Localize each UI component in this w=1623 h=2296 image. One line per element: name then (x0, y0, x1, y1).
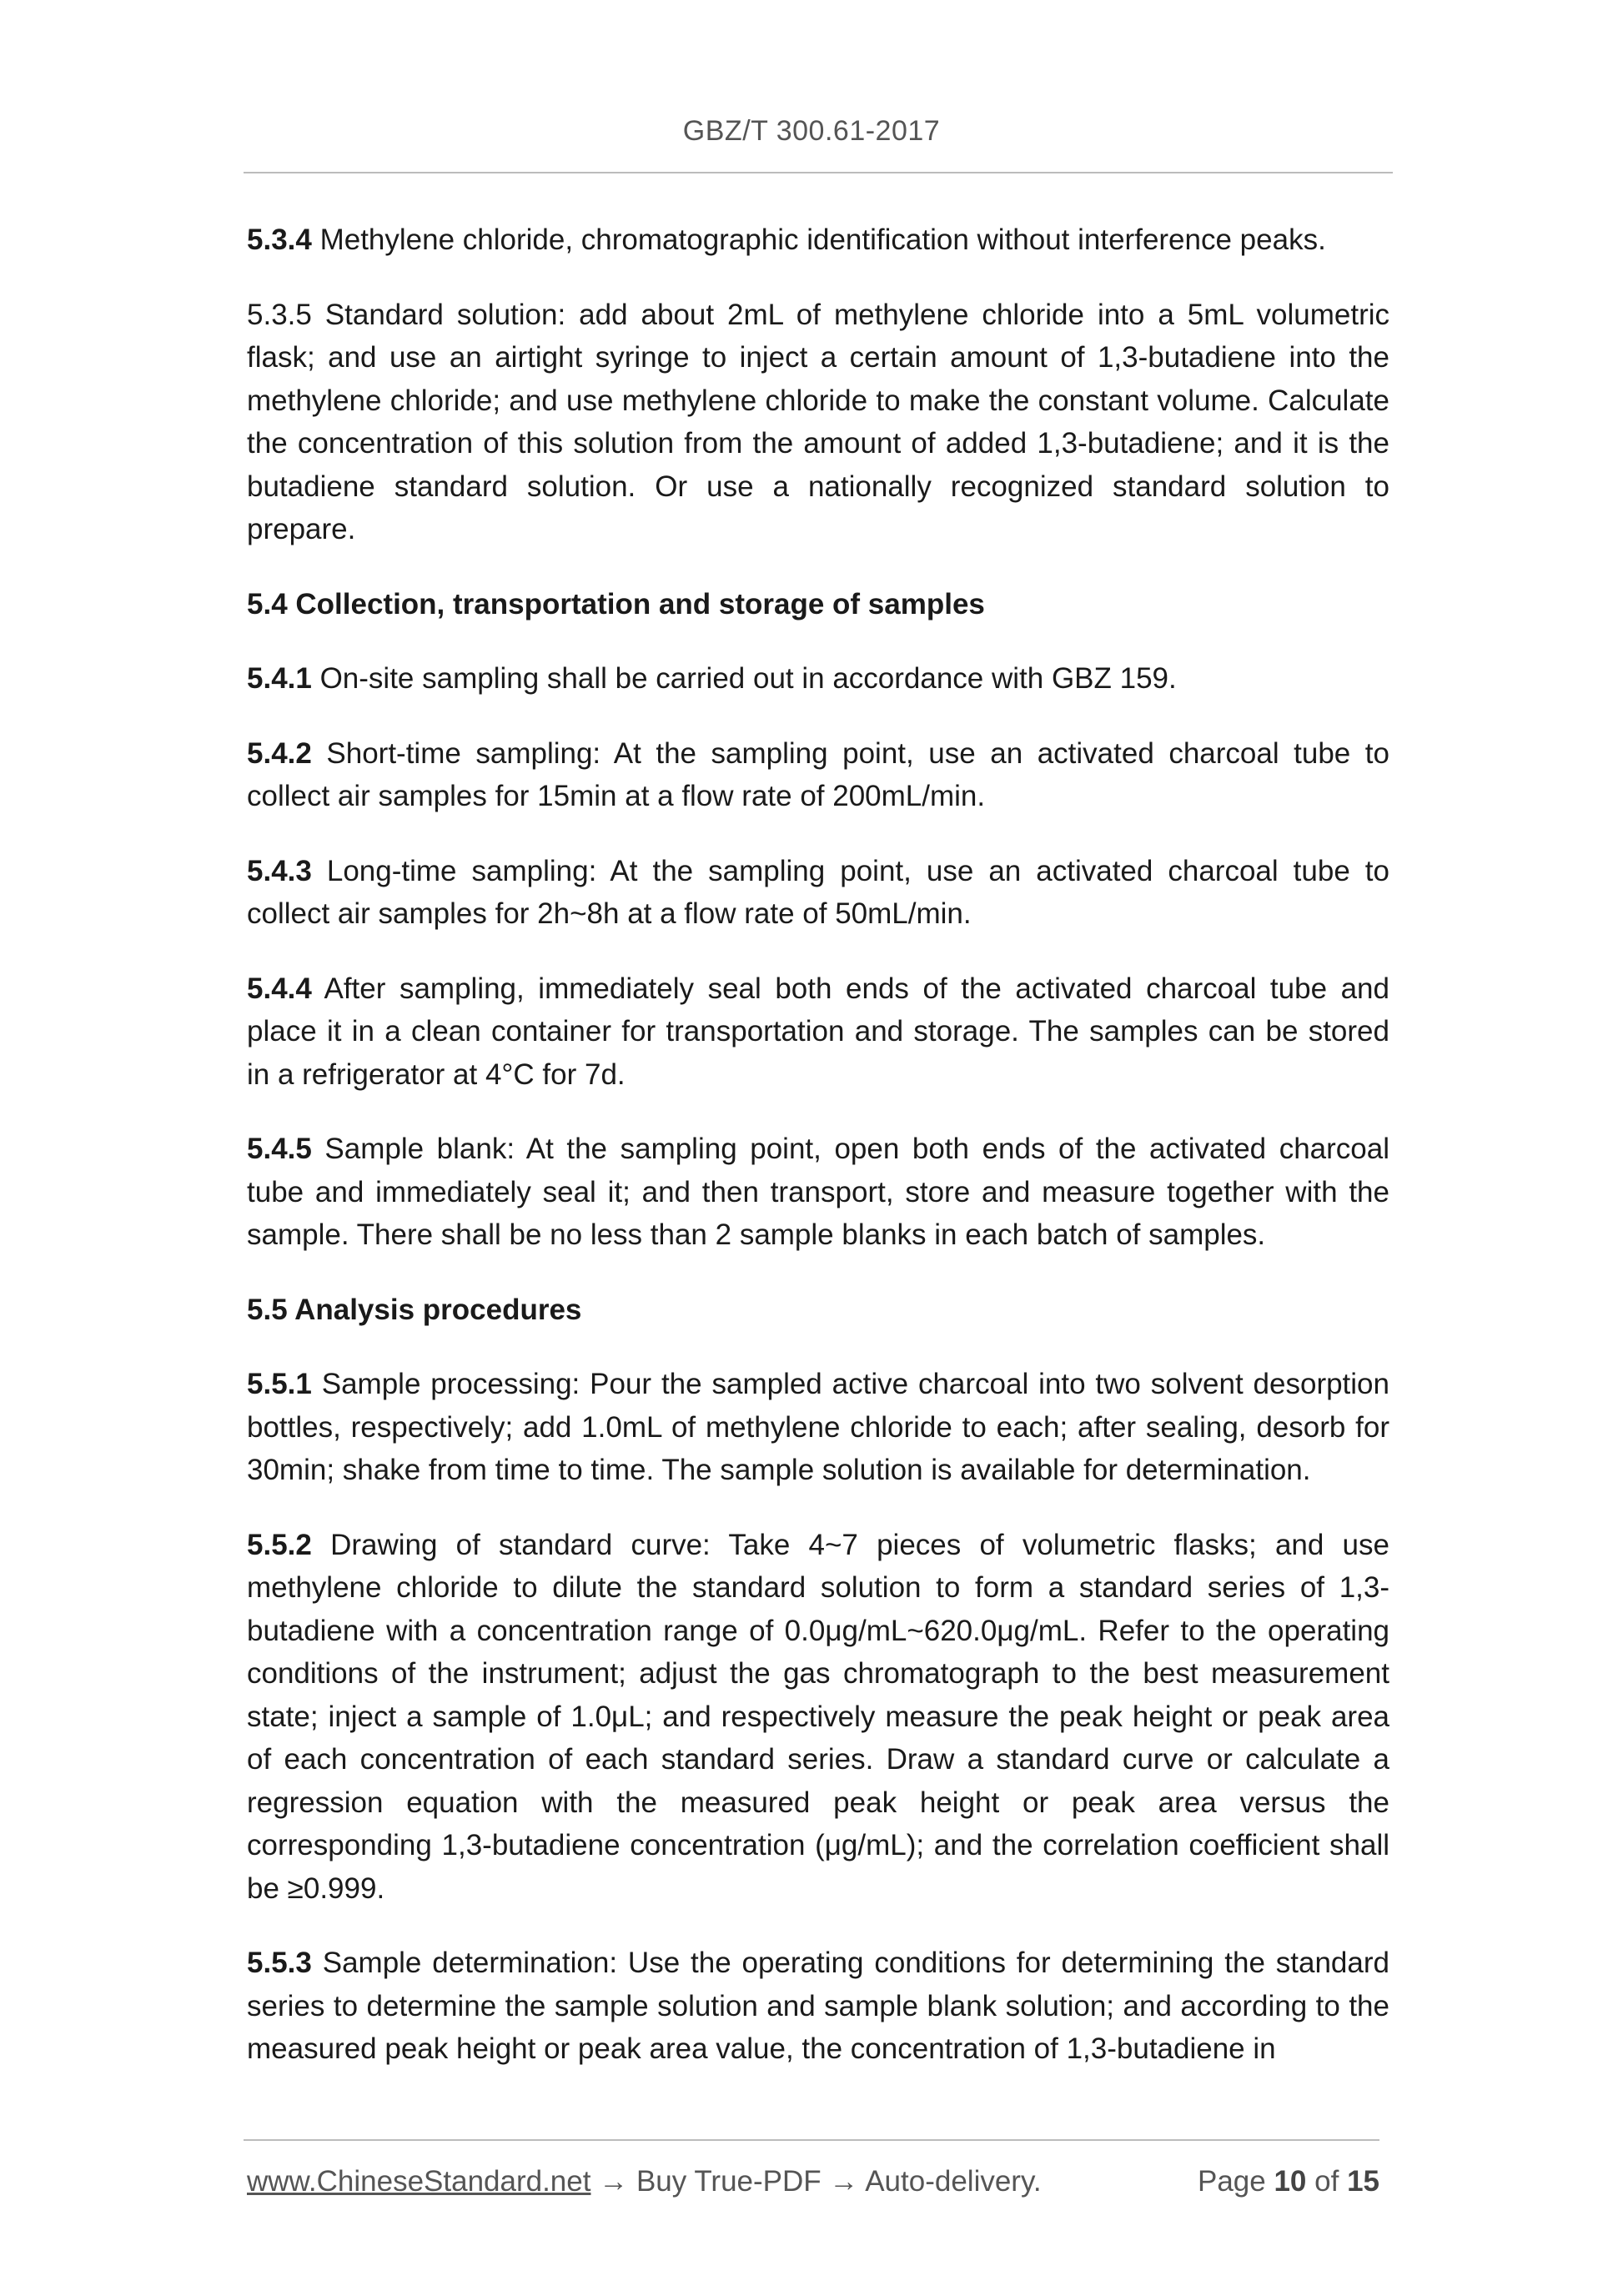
clause-5-4-1 (247, 657, 1389, 701)
footer-promo (247, 2165, 1042, 2198)
clause-text: Methylene chloride, chromatographic identification without interference peaks. (311, 224, 1326, 256)
auto-delivery-text: Auto-delivery. (865, 2165, 1042, 2198)
page-counter (1198, 2165, 1379, 2198)
document-header-title: GBZ/T 300.61-2017 (682, 115, 941, 147)
arrow-right-icon: → (829, 2165, 859, 2198)
page-of-label: of (1314, 2165, 1339, 2198)
clause-5-4-5 (247, 1128, 1389, 1257)
header-divider (244, 172, 1393, 173)
clause-number: 5.5.1 (247, 1368, 312, 1400)
clause-text: On-site sampling shall be carried out in accordance with GBZ 159. (311, 662, 1177, 695)
clause-number: 5.4.3 (247, 854, 312, 887)
clause-number: 5.4.4 (247, 972, 312, 1005)
clause-number: 5.4.1 (247, 662, 312, 695)
section-heading-5-4: 5.4 Collection, transportation and storage of samples (247, 587, 985, 620)
clause-5-3-5 (247, 294, 1389, 551)
clause-text: Long-time sampling: At the sampling point, use an activated charcoal tube to collect air samples for 2h~8h at a flow rate of 50mL/min. (247, 854, 1389, 930)
page-label: Page (1197, 2165, 1266, 2198)
section-heading-5-5: 5.5 Analysis procedures (247, 1293, 582, 1326)
buy-pdf-text: Buy True-PDF (636, 2165, 822, 2198)
clause-5-4-2 (247, 732, 1389, 818)
clause-5-3-4 (247, 219, 1389, 262)
clause-5-5-3 (247, 1942, 1389, 2071)
clause-text: Sample blank: At the sampling point, open both ends of the activated charcoal tube and immediately seal it; and then transport, store and measure together with the sample. There shall be no less than 2 sample blanks in each batch of samples. (247, 1133, 1389, 1251)
clause-text: After sampling, immediately seal both ends of the activated charcoal tube and place it in a clean container for transportation and storage. The samples can be stored in a refrigerator at 4°C for 7d. (247, 972, 1389, 1091)
clause-number: 5.3.4 (247, 224, 312, 256)
clause-text: Sample processing: Pour the sampled active charcoal into two solvent desorption bottles, respectively; add 1.0mL of methylene chloride to each; after sealing, desorb for 30min; shake from time to time. The sample solution is available for determination. (247, 1368, 1389, 1486)
document-body (247, 219, 1389, 2071)
clause-number: 5.5.2 (247, 1528, 312, 1561)
clause-5-4-4 (247, 967, 1389, 1097)
clause-5-5-2 (247, 1524, 1389, 1911)
total-page-number: 15 (1347, 2165, 1379, 2198)
clause-number: 5.4.5 (247, 1133, 312, 1165)
arrow-right-icon: → (599, 2165, 629, 2198)
clause-5-4-3 (247, 850, 1389, 936)
clause-text: Drawing of standard curve: Take 4~7 pieces of volumetric flasks; and use methylene chloride to dilute the standard solution to form a standard series of 1,3-butadiene with a concentration range of 0.0μg/mL~620.0μg/mL. Refer to the operating conditions of the instrument; adjust the gas chromatograph to the best measurement state; inject a sample of 1.0μL; and respectively measure the peak height or peak area of each concentration of each standard series. Draw a standard curve or calculate a regression equation with the measured peak height or peak area versus the corresponding 1,3-butadiene concentration (μg/mL); and the correlation coefficient shall be ≥0.999. (247, 1528, 1389, 1905)
website-link[interactable]: www.ChineseStandard.net (247, 2165, 591, 2198)
clause-number: 5.4.2 (247, 736, 312, 770)
clause-number: 5.5.3 (247, 1947, 312, 1979)
clause-text: Sample determination: Use the operating conditions for determining the standard series to determine the sample solution and sample blank solution; and according to the measured peak height or peak area value, the concentration of 1,3-butadiene in (247, 1947, 1389, 2065)
clause-text: Short-time sampling: At the sampling point, use an activated charcoal tube to collect air samples for 15min at a flow rate of 200mL/min. (247, 736, 1389, 812)
current-page-number: 10 (1274, 2165, 1307, 2198)
clause-text: 5.3.5 Standard solution: add about 2mL of methylene chloride into a 5mL volumetric flask; and use an airtight syringe to inject a certain amount of 1,3-butadiene into the methylene chloride; and use methylene chloride to make the constant volume. Calculate the concentration of this solution from the amount of added 1,3-butadiene; and it is the butadiene standard solution. Or use a nationally recognized standard solution to prepare. (247, 298, 1389, 545)
clause-5-5-1 (247, 1363, 1389, 1492)
footer-divider (244, 2139, 1379, 2141)
